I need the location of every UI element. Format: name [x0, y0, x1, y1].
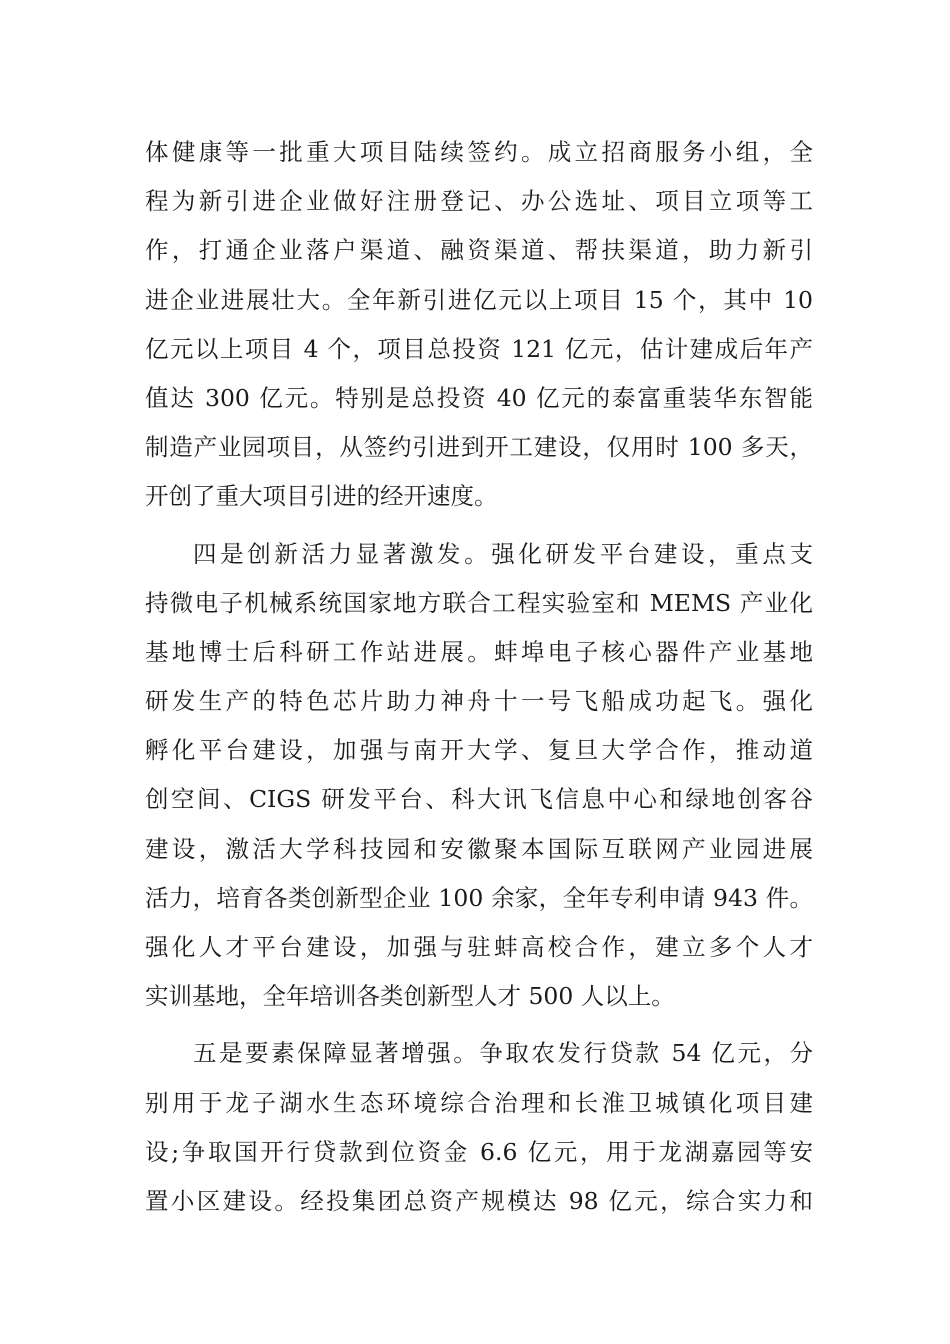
text-line: 持微电子机械系统国家地方联合工程实验室和 MEMS 产业化 — [145, 588, 813, 617]
document-page — [145, 128, 813, 1226]
text-line: 基地博士后科研工作站进展。蚌埠电子核心器件产业基地 — [145, 637, 813, 666]
text-line: 实训基地，全年培训各类创新型人才 500 人以上。 — [145, 982, 675, 1011]
text-line: 建设，激活大学科技园和安徽聚本国际互联网产业园进展 — [145, 834, 813, 863]
text-line: 孵化平台建设，加强与南开大学、复旦大学合作，推动道 — [145, 736, 813, 765]
text-line: 值达 300 亿元。特别是总投资 40 亿元的泰富重装华东智能 — [145, 383, 813, 412]
text-line: 制造产业园项目，从签约引进到开工建设，仅用时 100 多天， — [145, 433, 813, 462]
text-line: 活力，培育各类创新型企业 100 余家，全年专利申请 943 件。 — [145, 883, 813, 912]
text-line: 创空间、CIGS 研发平台、科大讯飞信息中心和绿地创客谷 — [145, 785, 813, 814]
text-line: 四是创新活力显著激发。强化研发平台建设，重点支 — [193, 539, 813, 568]
text-line: 体健康等一批重大项目陆续签约。成立招商服务小组，全 — [145, 138, 813, 166]
text-line: 置小区建设。经投集团总资产规模达 98 亿元，综合实力和 — [145, 1186, 813, 1215]
text-line: 五是要素保障显著增强。争取农发行贷款 54 亿元，分 — [193, 1039, 813, 1068]
text-line: 亿元以上项目 4 个，项目总投资 121 亿元，估计建成后年产 — [145, 334, 813, 363]
text-line: 作，打通企业落户渠道、融资渠道、帮扶渠道，助力新引 — [145, 236, 813, 265]
text-line: 设;争取国开行贷款到位资金 6.6 亿元，用于龙湖嘉园等安 — [145, 1137, 813, 1166]
text-line: 开创了重大项目引进的经开速度。 — [145, 482, 498, 511]
text-line: 进企业进展壮大。全年新引进亿元以上项目 15 个，其中 10 — [145, 285, 813, 314]
paragraph-innovation — [145, 530, 813, 1022]
text-line: 研发生产的特色芯片助力神舟十一号飞船成功起飞。强化 — [145, 687, 813, 716]
paragraph-project-investment — [145, 128, 813, 522]
text-line: 程为新引进企业做好注册登记、办公选址、项目立项等工 — [145, 187, 813, 216]
text-line: 别用于龙子湖水生态环境综合治理和长淮卫城镇化项目建 — [145, 1088, 813, 1117]
text-line: 强化人才平台建设，加强与驻蚌高校合作，建立多个人才 — [145, 933, 813, 961]
paragraph-factor-guarantee — [145, 1029, 813, 1226]
